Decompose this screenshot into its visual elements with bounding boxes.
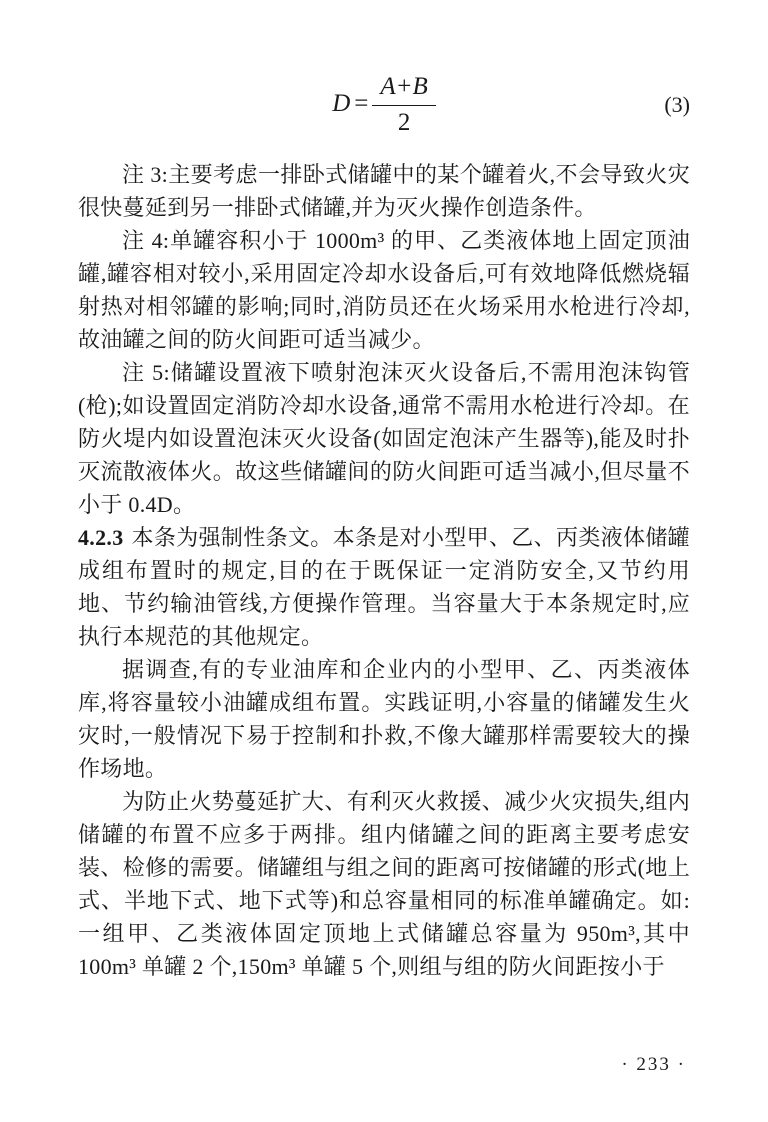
fraction	[372, 73, 435, 138]
paragraph-note-3: 注 3:主要考虑一排卧式储罐中的某个罐着火,不会导致火灾很快蔓延到另一排卧式储罐,并为灭火操作创造条件。	[78, 162, 690, 220]
section-number: 4.2.3	[78, 525, 124, 550]
equation-formula	[332, 73, 436, 138]
fraction-numerator: A+B	[372, 73, 435, 106]
fraction-denominator: 2	[397, 108, 411, 136]
paragraph-fire-spread: 为防止火势蔓延扩大、有利灭火救援、减少火灾损失,组内储罐的布置不应多于两排。组内储罐之间的距离主要考虑安装、检修的需要。储罐组与组之间的距离可按储罐的形式(地上式、半地下式、地下式等)和总容量相同的标准单罐确定。如:一组甲、乙类液体固定顶地上式储罐总容量为 950m³,其中 100m³ 单罐 2 个,150m³ 单罐 5 个,则组与组的防火间距按小于	[78, 789, 690, 979]
paragraph-note-5: 注 5:储罐设置液下喷射泡沫灭火设备后,不需用泡沫钩管(枪);如设置固定消防冷却水设备,通常不需用水枪进行冷却。在防火堤内如设置泡沫灭火设备(如固定泡沫产生器等),能及时扑灭流散液体火。故这些储罐间的防火间距可适当减小,但尽量不小于 0.4D。	[78, 360, 690, 517]
section-text: 本条为强制性条文。本条是对小型甲、乙、丙类液体储罐成组布置时的规定,目的在于既保证一定消防安全,又节约用地、节约输油管线,方便操作管理。当容量大于本条规定时,应执行本规范的其他规定。	[78, 525, 690, 649]
equals-sign: =	[354, 90, 369, 118]
equation-lhs: D	[332, 90, 351, 118]
paragraph-section-4-2-3	[78, 521, 690, 653]
equation-number: (3)	[664, 92, 690, 117]
paragraph-survey: 据调查,有的专业油库和企业内的小型甲、乙、丙类液体库,将容量较小油罐成组布置。实践证明,小容量的储罐发生火灾时,一般情况下易于控制和扑救,不像大罐那样需要较大的操作场地。	[78, 657, 690, 781]
document-page	[78, 62, 690, 1072]
equation-row	[78, 68, 690, 142]
paragraph-note-4: 注 4:单罐容积小于 1000m³ 的甲、乙类液体地上固定顶油罐,罐容相对较小,采用固定冷却水设备后,可有效地降低燃烧辐射热对相邻罐的影响;同时,消防员还在火场采用水枪进行冷却,故油罐之间的防火间距可适当减少。	[78, 228, 690, 352]
page-number: · 233 ·	[621, 1054, 686, 1075]
